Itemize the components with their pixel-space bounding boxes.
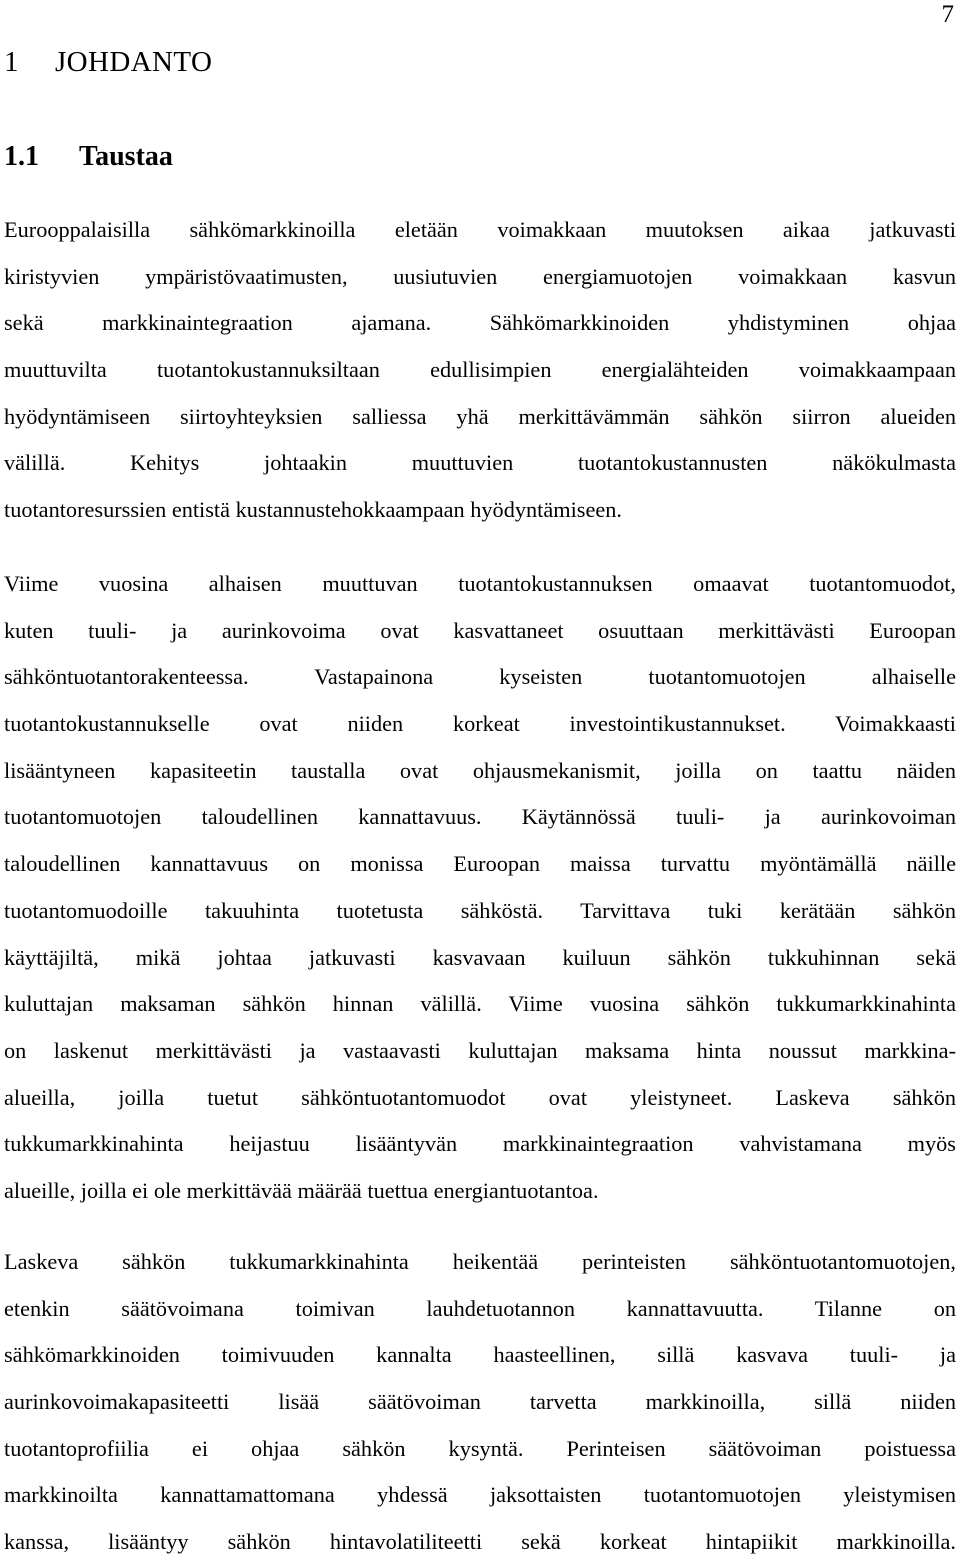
paragraph-line: sähköntuotantorakenteessa. Vastapainona kyseisten tuotantomuotojen alhaiselle [4,664,956,690]
paragraph-line: on laskenut merkittävästi ja vastaavasti kuluttajan maksama hinta noussut markkina- [4,1037,956,1063]
chapter-title: JOHDANTO [55,46,213,78]
paragraph-line: välillä. Kehitys johtaakin muuttuvien tuotantokustannusten näkökulmasta [4,450,956,476]
paragraph-line: tuotantoprofiilia ei ohjaa sähkön kysyntä. Perinteisen säätövoiman poistuessa [4,1435,956,1461]
paragraph-line: Viime vuosina alhaisen muuttuvan tuotantokustannuksen omaavat tuotantomuodot, [4,571,956,596]
paragraph-line: Laskeva sähkön tukkumarkkinahinta heikentää perinteisten sähköntuotantomuotojen, [4,1249,956,1274]
paragraph-line: Eurooppalaisilla sähkömarkkinoilla eletään voimakkaan muutoksen aikaa jatkuvasti [4,217,956,242]
paragraph-line: tuotantomuodoille takuuhinta tuotetusta sähköstä. Tarvittava tuki kerätään sähkön [4,897,956,923]
paragraph-line: hyödyntämiseen siirtoyhteyksien salliessa yhä merkittävämmän sähkön siirron alueiden [4,403,956,429]
paragraph-line: tuotantomuotojen taloudellinen kannattavuus. Käytännössä tuuli- ja aurinkovoiman [4,804,956,830]
paragraph-2 [4,561,956,1215]
paragraph-line: aurinkovoimakapasiteetti lisää säätövoiman tarvetta markkinoilla, sillä niiden [4,1389,956,1415]
paragraph-line: tuotantokustannukselle ovat niiden korkeat investointikustannukset. Voimakkaasti [4,711,956,737]
chapter-heading [4,44,212,80]
section-heading [4,139,173,175]
paragraph-line: sekä markkinaintegraation ajamana. Sähkömarkkinoiden yhdistyminen ohjaa [4,310,956,336]
paragraph-3 [4,1239,956,1566]
paragraph-line: kanssa, lisääntyy sähkön hintavolatiliteetti sekä korkeat hintapiikit markkinoilla. [4,1529,956,1555]
paragraph-line: sähkömarkkinoiden toimivuuden kannalta haasteellinen, sillä kasvava tuuli- ja [4,1342,956,1368]
paragraph-line: alueille, joilla ei ole merkittävää määrää tuettua energiantuotantoa. [4,1177,599,1203]
page-number: 7 [941,1,954,28]
paragraph-line: lisääntyneen kapasiteetin taustalla ovat ohjausmekanismit, joilla on taattu näiden [4,757,956,783]
paragraph-line: muuttuvilta tuotantokustannuksiltaan edullisimpien energialähteiden voimakkaampaan [4,357,956,383]
paragraph-line: tukkumarkkinahinta heijastuu lisääntyvän markkinaintegraation vahvistamana myös [4,1131,956,1157]
paragraph-line: käyttäjiltä, mikä johtaa jatkuvasti kasvavaan kuiluun sähkön tukkuhinnan sekä [4,944,956,970]
chapter-number: 1 [4,46,19,78]
paragraph-line: markkinoilta kannattamattomana yhdessä jaksottaisten tuotantomuotojen yleistymisen [4,1482,956,1508]
section-title: Taustaa [79,141,173,172]
paragraph-line: tuotantoresurssien entistä kustannustehokkaampaan hyödyntämiseen. [4,497,622,523]
section-number: 1.1 [4,141,39,172]
paragraph-1 [4,207,956,534]
paragraph-line: alueilla, joilla tuetut sähköntuotantomuodot ovat yleistyneet. Laskeva sähkön [4,1084,956,1110]
paragraph-line: taloudellinen kannattavuus on monissa Euroopan maissa turvattu myöntämällä näille [4,851,956,877]
paragraph-line: kuluttajan maksaman sähkön hinnan välillä. Viime vuosina sähkön tukkumarkkinahinta [4,991,956,1017]
paragraph-line: kuten tuuli- ja aurinkovoima ovat kasvattaneet osuuttaan merkittävästi Euroopan [4,617,956,643]
paragraph-line: etenkin säätövoimana toimivan lauhdetuotannon kannattavuutta. Tilanne on [4,1295,956,1321]
paragraph-line: kiristyvien ympäristövaatimusten, uusiutuvien energiamuotojen voimakkaan kasvun [4,263,956,289]
